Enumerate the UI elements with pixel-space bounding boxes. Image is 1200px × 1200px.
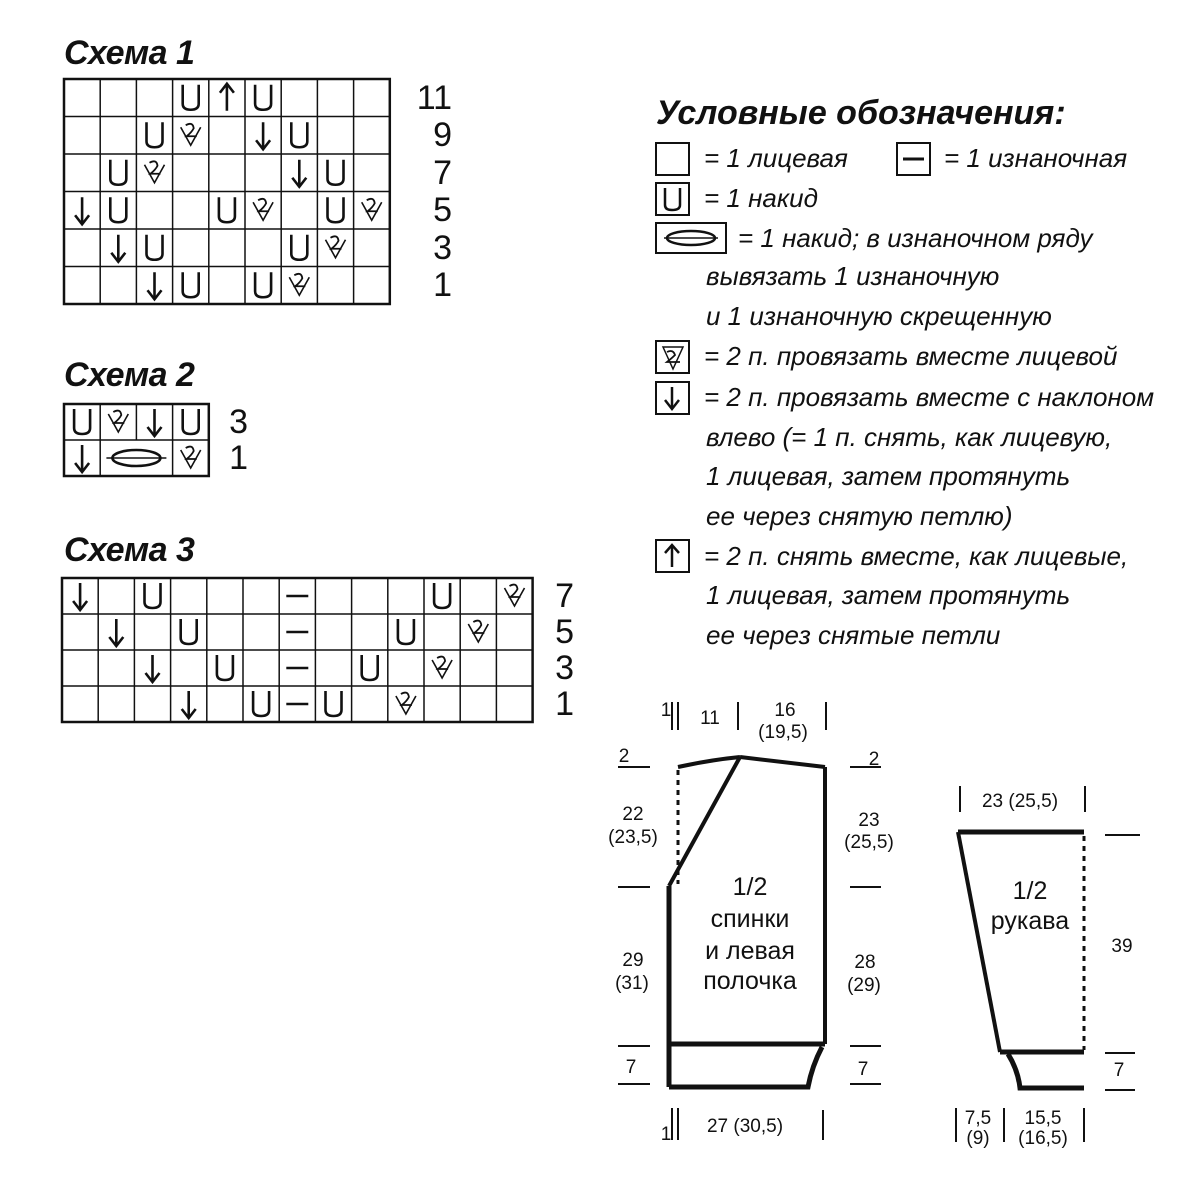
- scheme-1-title: Схема 1: [64, 34, 195, 72]
- scheme-3-row-number: 7: [555, 577, 574, 615]
- body-dim-right-7: 7: [857, 1059, 869, 1080]
- legend-ssk-line-3: 1 лицевая, затем протянуть: [706, 461, 1071, 491]
- scheme-2-title: Схема 2: [64, 356, 195, 394]
- legend-yo-double-line-1: = 1 накид; в изнаночном ряду: [738, 223, 1093, 253]
- legend-sk2p-line-1: = 2 п. снять вместе, как лицевые,: [704, 541, 1129, 571]
- body-label-line-3: и левая: [705, 937, 795, 965]
- legend-k2tog-text: = 2 п. провязать вместе лицевой: [704, 341, 1118, 371]
- scheme-3-row-number: 5: [555, 613, 574, 651]
- sleeve-dim-bottom-155b: (16,5): [1018, 1128, 1068, 1149]
- body-dim-right-23: 23: [858, 810, 880, 831]
- legend-title: Условные обозначения:: [656, 94, 1066, 132]
- legend-sk2p-line-2: 1 лицевая, затем протянуть: [706, 580, 1071, 610]
- scheme-3-row-number: 1: [555, 685, 574, 723]
- body-dim-left-22: 22: [622, 804, 644, 825]
- body-dim-right-28: 28: [854, 952, 876, 973]
- legend-yo-double-line-3: и 1 изнаночную скрещенную: [706, 301, 1052, 331]
- legend-yo-text: = 1 накид: [704, 183, 818, 213]
- legend-knit-text: = 1 лицевая: [704, 143, 848, 173]
- legend-purl-text: = 1 изнаночная: [944, 143, 1128, 173]
- body-dim-right-23b: (25,5): [844, 832, 894, 853]
- body-dim-top-11: 11: [700, 708, 720, 729]
- legend-ssk-line-1: = 2 п. провязать вместе с наклоном: [704, 382, 1155, 412]
- sleeve-label-line-1: 1/2: [1012, 877, 1048, 905]
- sleeve-dim-bottom-75: 7,5: [964, 1108, 992, 1129]
- scheme-1-row-number: 9: [433, 116, 452, 155]
- sleeve-dim-top-23: 23 (25,5): [981, 791, 1059, 812]
- body-dim-top-1: 1: [660, 700, 672, 721]
- legend-sk2p-line-3: ее через снятые петли: [706, 620, 1001, 650]
- scheme-3-title: Схема 3: [64, 531, 195, 569]
- body-label-line-4: полочка: [703, 967, 797, 995]
- body-dim-top-16b: (19,5): [758, 722, 808, 743]
- yo-symbol-icon: [665, 188, 680, 210]
- sleeve-dim-right-39: 39: [1111, 936, 1133, 957]
- sleeve-dim-right-7: 7: [1113, 1060, 1125, 1081]
- body-dim-left-7: 7: [625, 1057, 637, 1078]
- body-dim-bottom-27: 27 (30,5): [706, 1116, 784, 1137]
- body-label-line-2: спинки: [710, 905, 790, 933]
- legend-ssk-line-4: ее через снятую петлю): [706, 501, 1013, 531]
- body-dim-left-29: 29: [622, 950, 644, 971]
- body-dim-right-2: 2: [868, 749, 880, 770]
- body-dim-right-28b: (29): [847, 975, 881, 996]
- scheme-3-row-number: 3: [555, 649, 574, 687]
- scheme-1-row-number: 7: [433, 153, 452, 192]
- scheme-1-row-number: 5: [433, 191, 452, 230]
- legend-yo-double-line-2: вывязать 1 изнаночную: [706, 261, 1000, 291]
- scheme-1-row-number: 11: [416, 78, 452, 117]
- sleeve-dim-bottom-75b: (9): [966, 1128, 990, 1149]
- body-dim-left-29b: (31): [615, 973, 649, 994]
- legend-ssk-line-2: влево (= 1 п. снять, как лицевую,: [706, 422, 1113, 452]
- knit-legend-icon: [656, 143, 689, 175]
- scheme-1-row-number: 3: [433, 228, 452, 267]
- scheme-2-row-number: 1: [229, 439, 248, 477]
- body-dim-top-16: 16: [774, 700, 796, 721]
- scheme-2-row-number: 3: [229, 403, 248, 441]
- sleeve-label-line-2: рукава: [990, 907, 1070, 935]
- body-dim-left-22b: (23,5): [608, 827, 658, 848]
- sleeve-dim-bottom-155: 15,5: [1024, 1108, 1062, 1129]
- scheme-1-row-number: 1: [433, 266, 452, 305]
- body-label-line-1: 1/2: [732, 873, 768, 901]
- sleeve-pattern-outline: [956, 786, 1140, 1142]
- body-dim-left-2: 2: [618, 746, 630, 767]
- body-dim-bottom-1: 1: [660, 1124, 672, 1145]
